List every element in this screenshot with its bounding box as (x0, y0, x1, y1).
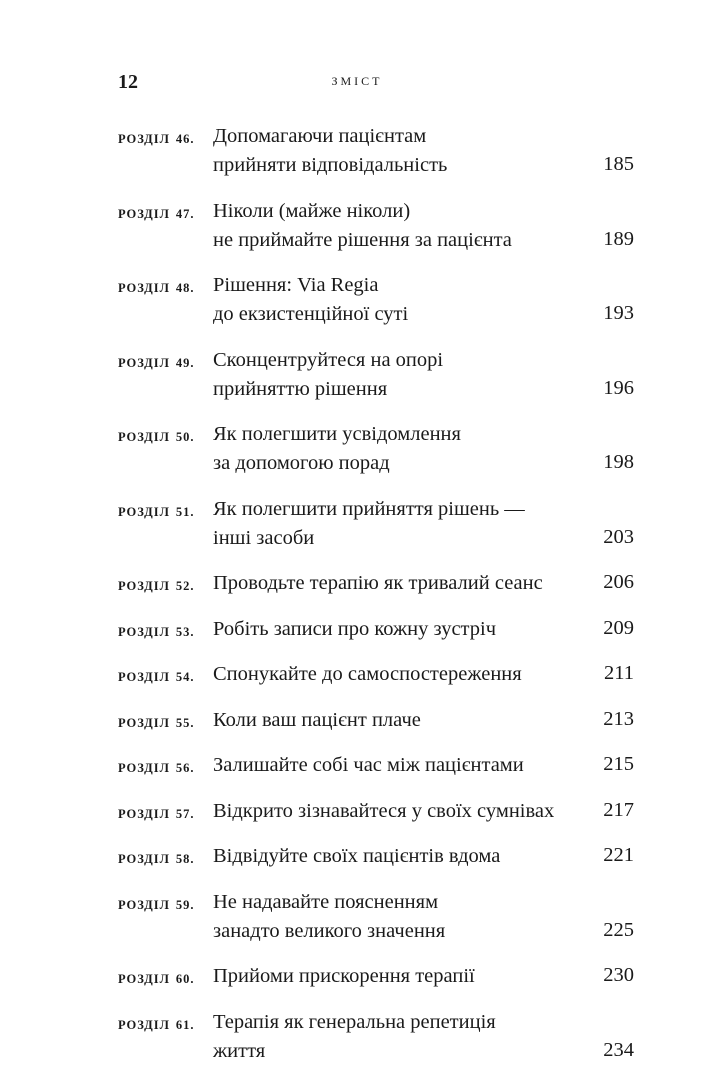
toc-entry (118, 420, 634, 477)
chapter-label (118, 505, 195, 520)
chapter-title-line: Рішення: Via Regia (213, 274, 379, 296)
chapter-title-line: Спонукайте до самоспостереження (213, 663, 522, 685)
chapter-number: 49. (175, 355, 195, 370)
chapter-number: 55. (175, 715, 195, 730)
chapter-label-word: РОЗДІЛ (118, 806, 170, 821)
toc-entry (118, 962, 634, 990)
toc-entry (118, 660, 634, 688)
chapter-label-word: РОЗДІЛ (118, 670, 170, 684)
page-reference: 203 (603, 525, 634, 548)
chapter-label (118, 852, 195, 867)
chapter-title-line: занадто великого значення (213, 919, 446, 942)
page-reference: 225 (603, 918, 634, 941)
page-reference: 196 (603, 376, 634, 399)
chapter-number: 52. (175, 579, 195, 593)
toc-entry (118, 271, 634, 328)
chapter-label-word: РОЗДІЛ (118, 430, 170, 444)
page-number: 12 (118, 71, 138, 93)
toc-entry (118, 842, 634, 870)
chapter-number: 58. (175, 852, 195, 866)
chapter-label-word: РОЗДІЛ (118, 281, 170, 295)
chapter-title (213, 962, 593, 991)
chapter-number: 59. (175, 897, 195, 912)
chapter-title-line: Терапія як генеральна репетиція (213, 1010, 496, 1033)
chapter-label-word: РОЗДІЛ (118, 715, 170, 730)
chapter-label (118, 625, 195, 640)
page-reference: 221 (603, 844, 634, 866)
chapter-number: 48. (175, 281, 195, 295)
chapter-title (213, 660, 593, 689)
chapter-label-word: РОЗДІЛ (118, 579, 170, 593)
chapter-title-line: Не надавайте поясненням (213, 890, 439, 913)
chapter-title-line: Як полегшити усвідомлення (213, 423, 461, 445)
chapter-title-line: Як полегшити прийняття рішень — (213, 497, 525, 520)
chapter-number: 54. (175, 670, 195, 684)
chapter-title (213, 495, 593, 553)
chapter-title-line: прийняти відповідальність (213, 154, 448, 176)
chapter-label (118, 716, 195, 731)
chapter-label-word: РОЗДІЛ (118, 761, 170, 775)
page-reference: 185 (603, 153, 634, 175)
chapter-title (213, 122, 593, 180)
chapter-label (118, 898, 195, 913)
chapter-title-line: Сконцентруйтеся на опорі (213, 348, 444, 371)
chapter-title (213, 569, 593, 598)
page-reference: 217 (603, 798, 634, 821)
page-reference: 215 (603, 753, 634, 775)
toc-entry (118, 569, 634, 597)
toc-entry (118, 197, 634, 254)
chapter-title (213, 1008, 593, 1066)
chapter-number: 46. (175, 132, 195, 146)
chapter-title-line: Відкрито зізнавайтеся у своїх сумнівах (213, 799, 555, 822)
toc-entry (118, 888, 634, 945)
toc-entry (118, 797, 634, 825)
chapter-label (118, 430, 195, 445)
chapter-label (118, 207, 195, 222)
chapter-title-line: Відвідуйте своїх пацієнтів вдома (213, 845, 501, 867)
chapter-label (118, 356, 195, 371)
chapter-title (213, 842, 593, 871)
chapter-title-line: Ніколи (майже ніколи) (213, 199, 411, 222)
toc-entry (118, 346, 634, 403)
page-reference: 211 (604, 662, 634, 684)
chapter-label-word: РОЗДІЛ (118, 897, 170, 912)
chapter-title (213, 888, 593, 946)
page-reference: 198 (603, 451, 634, 473)
chapter-title-line: Коли ваш пацієнт плаче (213, 708, 421, 731)
chapter-label-word: РОЗДІЛ (118, 132, 170, 146)
chapter-title (213, 797, 593, 826)
chapter-title (213, 420, 593, 478)
chapter-title-line: Допомагаючи пацієнтам (213, 125, 427, 147)
chapter-label-word: РОЗДІЛ (118, 1017, 170, 1032)
chapter-title (213, 751, 593, 780)
chapter-label-word: РОЗДІЛ (118, 852, 170, 866)
page-reference: 230 (603, 964, 634, 986)
chapter-label (118, 281, 195, 296)
chapter-title-line: Проводьте терапію як тривалий сеанс (213, 572, 543, 594)
chapter-title (213, 346, 593, 404)
chapter-label-word: РОЗДІЛ (118, 504, 170, 519)
chapter-title-line: за допомогою порад (213, 452, 390, 474)
page-reference: 189 (603, 227, 634, 250)
chapter-label-word: РОЗДІЛ (118, 624, 170, 639)
chapter-number: 50. (175, 430, 195, 444)
chapter-label-word: РОЗДІЛ (118, 355, 170, 370)
chapter-number: 57. (175, 806, 195, 821)
chapter-label-word: РОЗДІЛ (118, 206, 170, 221)
chapter-number: 51. (175, 504, 195, 519)
table-of-contents (118, 122, 634, 1082)
chapter-title (213, 271, 593, 329)
chapter-title (213, 615, 593, 644)
chapter-label (118, 132, 195, 147)
page-reference: 234 (603, 1038, 634, 1061)
chapter-label (118, 1018, 195, 1033)
page-reference: 206 (603, 571, 634, 593)
chapter-number: 61. (175, 1017, 195, 1032)
toc-entry (118, 122, 634, 179)
page-reference: 213 (603, 707, 634, 730)
chapter-label (118, 579, 195, 594)
toc-entry (118, 615, 634, 643)
chapter-title-line: Прийоми прискорення терапії (213, 965, 475, 987)
toc-entry (118, 706, 634, 734)
chapter-title (213, 706, 593, 735)
chapter-title-line: інші засоби (213, 526, 315, 549)
chapter-label (118, 761, 195, 776)
chapter-number: 53. (175, 624, 195, 639)
chapter-label (118, 670, 195, 685)
chapter-title-line: життя (213, 1039, 266, 1062)
chapter-title-line: Робіть записи про кожну зустріч (213, 617, 497, 640)
page-reference: 193 (603, 302, 634, 324)
chapter-title-line: Залишайте собі час між пацієнтами (213, 754, 524, 776)
chapter-label (118, 807, 195, 822)
toc-entry (118, 1008, 634, 1065)
toc-entry (118, 495, 634, 552)
chapter-title (213, 197, 593, 255)
toc-entry (118, 751, 634, 779)
chapter-number: 56. (175, 761, 195, 775)
chapter-title-line: не приймайте рішення за пацієнта (213, 228, 512, 251)
chapter-title-line: прийняттю рішення (213, 377, 388, 400)
chapter-label (118, 972, 195, 987)
chapter-label-word: РОЗДІЛ (118, 972, 170, 986)
page-reference: 209 (603, 616, 634, 639)
chapter-number: 47. (175, 206, 195, 221)
chapter-title-line: до екзистенційної суті (213, 303, 409, 325)
running-head: ЗМІСТ (331, 74, 383, 88)
chapter-number: 60. (175, 972, 195, 986)
